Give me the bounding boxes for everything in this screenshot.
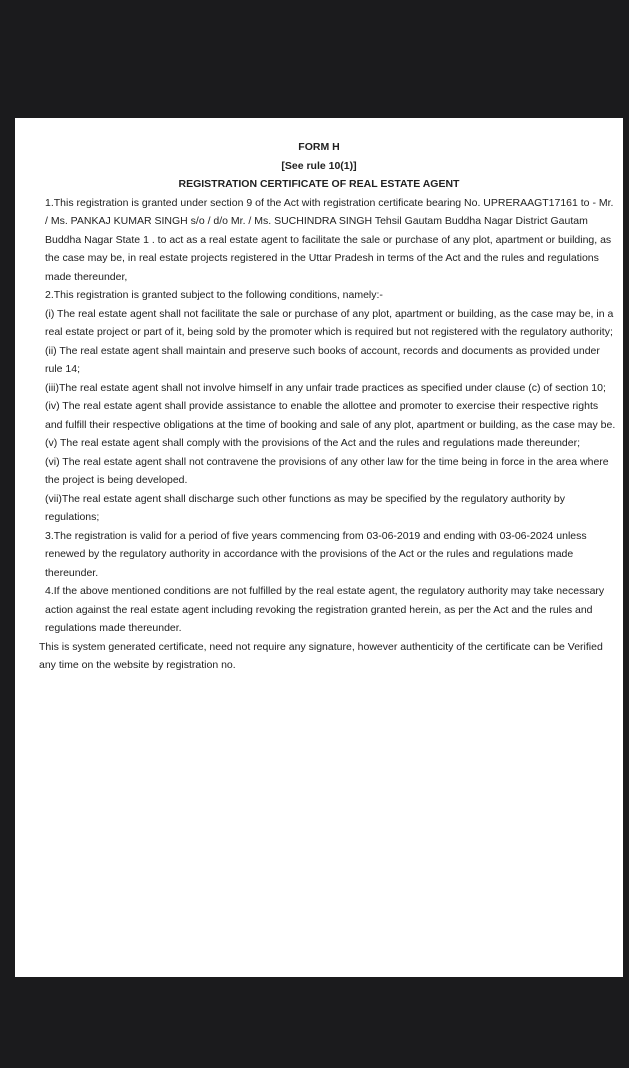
certificate-paragraph: 2.This registration is granted subject to the following conditions, namely:- bbox=[45, 289, 383, 301]
certificate-paragraph: (vii)The real estate agent shall discharge such other functions as may be specified by the regulatory authority by regulations; bbox=[45, 492, 566, 523]
certificate-header bbox=[15, 138, 623, 194]
certificate-paragraph: 1.This registration is granted under section 9 of the Act with registration certificate bearing No. UPRERAAGT17161 to - Mr. / Ms. PANKAJ KUMAR SINGH s/o / d/o Mr. / Ms. SUCHINDRA SINGH Tehsil Gautam Buddha Nagar District Gautam Buddha Nagar State 1 . to act as a real estate agent to facilitate the sale or purchase of any plot, apartment or building, as the case may be, in real estate projects registered in the Uttar Pradesh in terms of the Act and the rules and regulations made thereunder, bbox=[45, 196, 614, 283]
form-title: FORM H bbox=[298, 141, 340, 153]
certificate-paragraph: 3.The registration is valid for a period of five years commencing from 03-06-2019 and ending with 03-06-2024 unless renewed by the regulatory authority in accordance with the provisions of the Act or the rules and regulations made thereunder. bbox=[45, 529, 587, 579]
rule-reference: [See rule 10(1)] bbox=[281, 159, 357, 172]
system-generated-note: This is system generated certificate, need not require any signature, however authenticity of the certificate can be Verified any time on the website by registration no. bbox=[39, 640, 603, 671]
certificate-body bbox=[15, 194, 623, 638]
certificate-paragraph: (ii) The real estate agent shall maintain and preserve such books of account, records and documents as provided under rule 14; bbox=[45, 344, 600, 375]
certificate-page bbox=[15, 118, 623, 977]
certificate-paragraph: (vi) The real estate agent shall not contravene the provisions of any other law for the time being in force in the area where the project is being developed. bbox=[45, 455, 609, 486]
certificate-paragraph: (iii)The real estate agent shall not involve himself in any unfair trade practices as specified under clause (c) of section 10; bbox=[45, 381, 606, 394]
certificate-paragraph: 4.If the above mentioned conditions are not fulfilled by the real estate agent, the regulatory authority may take necessary action against the real estate agent including revoking the registration granted herein, as per the Act and the rules and regulations made thereunder. bbox=[45, 585, 605, 634]
certificate-paragraph: (i) The real estate agent shall not facilitate the sale or purchase of any plot, apartment or building, as the case may be, in a real estate project or part of it, being sold by the promoter which is required but not registered with the regulatory authority; bbox=[45, 307, 614, 338]
certificate-paragraph: (v) The real estate agent shall comply with the provisions of the Act and the rules and regulations made thereunder; bbox=[45, 437, 581, 449]
certificate-title: REGISTRATION CERTIFICATE OF REAL ESTATE AGENT bbox=[178, 178, 460, 190]
certificate-paragraph: (iv) The real estate agent shall provide assistance to enable the allottee and promoter to exercise their respective rights and fulfill their respective obligations at the time of booking and sale of any plot, apartment or building, as the case may be. bbox=[45, 400, 616, 431]
